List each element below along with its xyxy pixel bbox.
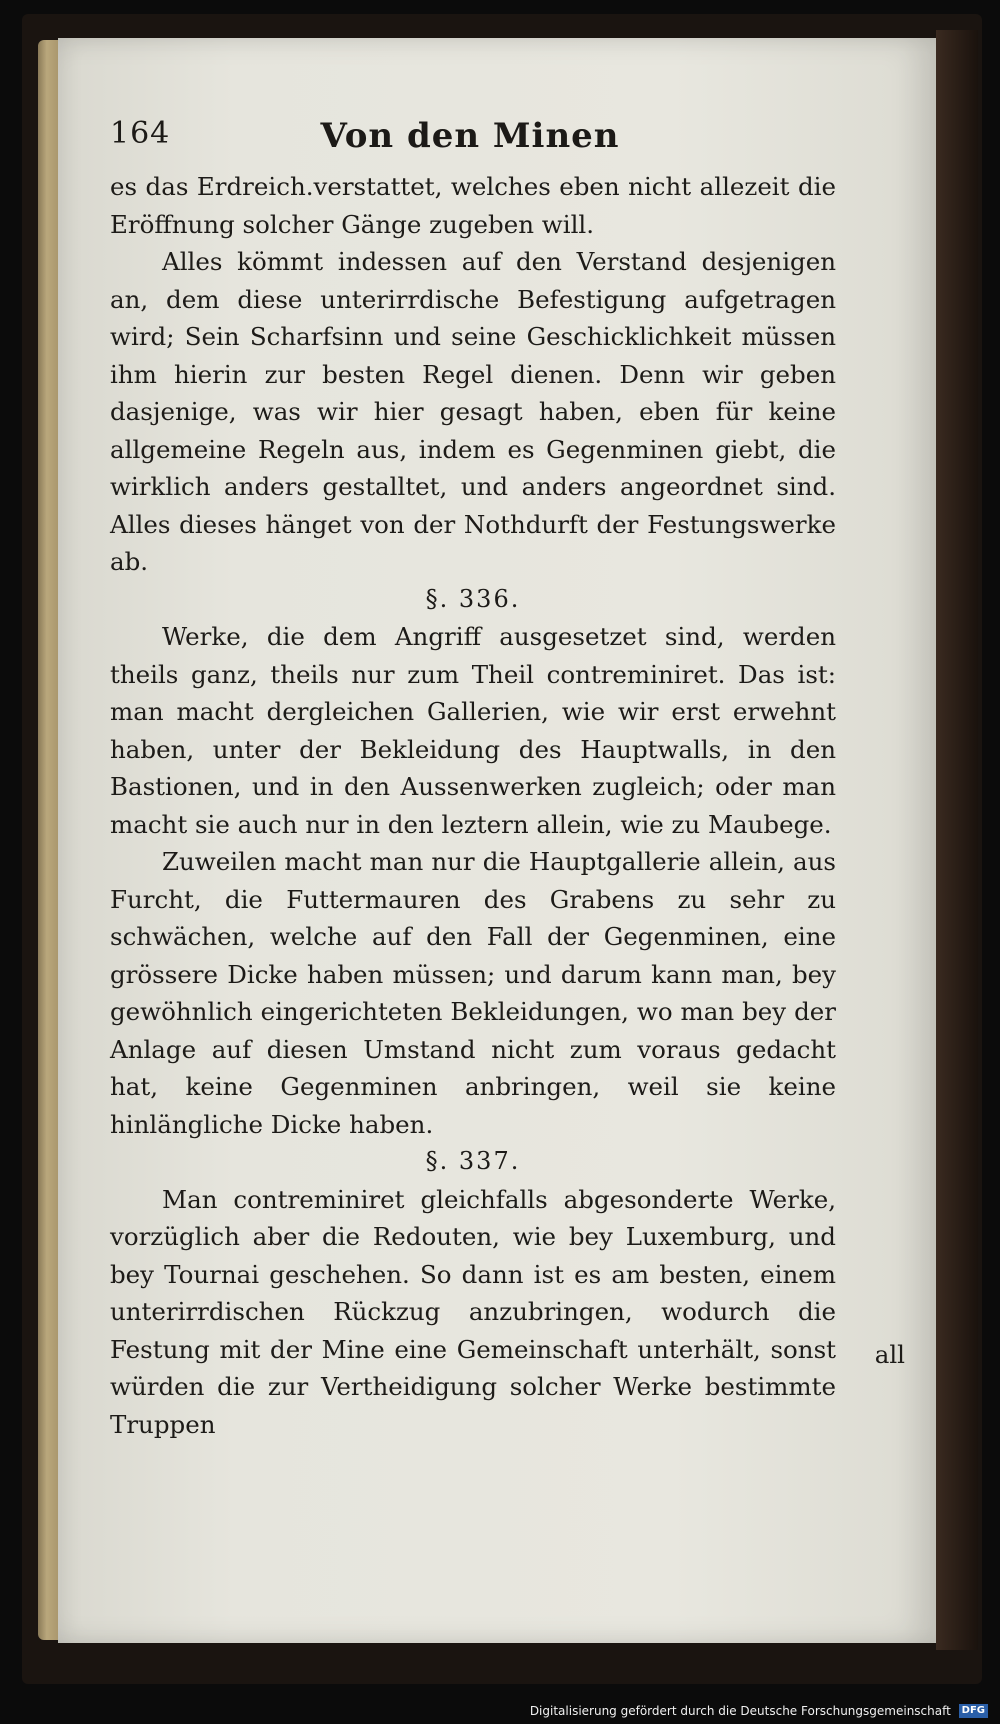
paragraph: Werke, die dem Angriff ausgesetzet sind, werden theils ganz, theils nur zum Theil contreminiret. Das ist: man macht dergleichen Gallerien, wie wir erst erwehnt haben, unter der Bekleidung des Hauptwalls, in den Bastionen, und in den Aussenwerken zugleich; oder man macht sie auch nur in den leztern allein, wie zu Maubege. [110, 622, 836, 839]
page-number: 164 [110, 116, 171, 151]
book-spine [936, 30, 978, 1650]
paragraph: Alles kömmt indessen auf den Verstand desjenigen an, dem diese unterirrdische Befestigung aufgetragen wird; Sein Scharfsinn und seine Geschicklichkeit müssen ihm hierin zur besten Regel dienen. Denn wir geben dasjenige, was wir hier gesagt haben, eben für keine allgemeine Regeln aus, indem es Gegenminen giebt, die wirklich anders gestalltet, und anders angeordnet sind. Alles dieses hänget von der Nothdurft der Festungswerke ab. [110, 247, 836, 576]
section-heading: §. 336. [425, 584, 521, 613]
credit-text: Digitalisierung gefördert durch die Deutsche Forschungsgemeinschaft [529, 1703, 951, 1718]
section-heading: §. 337. [425, 1147, 521, 1175]
page-text [110, 168, 836, 1443]
page-header [110, 116, 830, 164]
paragraph: Zuweilen macht man nur die Hauptgallerie allein, aus Furcht, die Futtermauren des Grabens zu sehr zu schwächen, welche auf den Fall der Gegenminen, eine grössere Dicke haben müssen; und darum kann man, bey gewöhnlich eingerichteten Bekleidungen, wo man bey der Anlage auf diesen Umstand nicht zum voraus gedacht hat, keine Gegenminen anbringen, weil sie keine hinlängliche Dicke haben. [110, 847, 836, 1139]
page-edge [38, 40, 60, 1640]
running-title: Von den Minen [320, 116, 620, 156]
dfg-logo: DFG [959, 1704, 988, 1718]
paragraph-continuation: es das Erdreich.verstattet, welches eben nicht allezeit die Eröffnung solcher Gänge zugeben will. [110, 172, 836, 239]
catchword: all [874, 1340, 905, 1369]
paragraph: Man contreminiret gleichfalls abgesonderte Werke, vorzüglich aber die Redouten, wie bey Luxemburg, und bey Tournai geschehen. So dann ist es am besten, einem unterirrdischen Rückzug anzubringen, wodurch die Festung mit der Mine eine Gemeinschaft unterhält, sonst würden die zur Vertheidigung solcher Werke bestimmte Truppen [110, 1184, 836, 1439]
digitization-credit [530, 1704, 988, 1719]
